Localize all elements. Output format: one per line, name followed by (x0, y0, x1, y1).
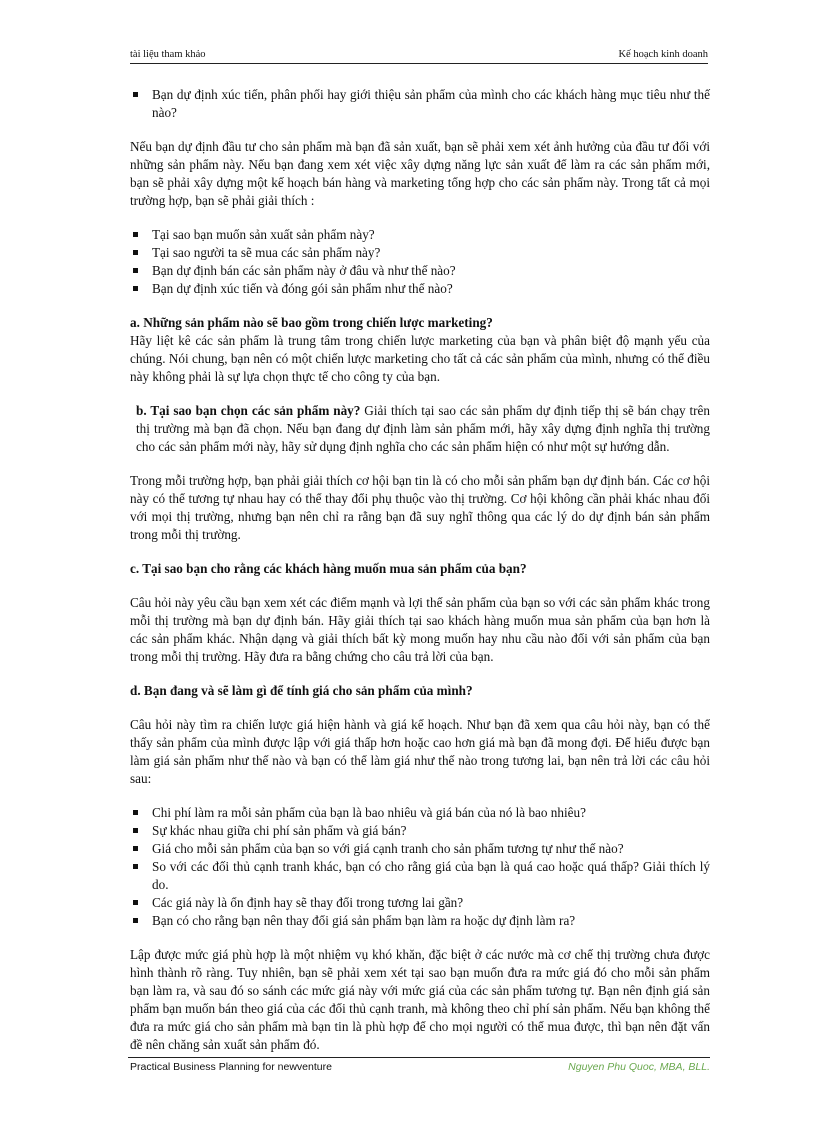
section-a-heading: a. Những sản phẩm nào sẽ bao gồm trong chiến lược marketing? (130, 315, 493, 330)
list-item: Bạn dự định bán các sản phẩm này ở đâu và như thế nào? (130, 262, 710, 280)
section-d-heading: d. Bạn đang và sẽ làm gì để tính giá cho sản phẩm của mình? (130, 683, 473, 698)
list-item: Bạn dự định xúc tiến, phân phối hay giới thiệu sản phẩm của mình cho các khách hàng mục tiêu như thế nào? (130, 86, 710, 122)
footer-left-text: Practical Business Planning for newventure (130, 1061, 332, 1073)
list-item: Các giá này là ổn định hay sẽ thay đổi trong tương lai gần? (130, 894, 710, 912)
page-header (130, 47, 708, 64)
bullet-icon (133, 918, 138, 923)
list-item: Chi phí làm ra mỗi sản phẩm của bạn là bao nhiêu và giá bán của nó là bao nhiêu? (130, 804, 710, 822)
section-c-text: Câu hỏi này yêu cầu bạn xem xét các điểm mạnh và lợi thế sản phẩm của bạn so với các sản phẩm khác trong mỗi thị trường mà bạn dự định bán. Hãy giải thích tại sao khách hàng muốn mua sản phẩm của bạn hơn là các sản phẩm khác. Nhận dạng và giải thích bất kỳ mong muốn hay nhu cầu nào đối với sản phẩm của bạn trong mỗi thị trường. Hãy đưa ra bằng chứng cho câu trả lời của bạn. (130, 595, 710, 664)
bullet-icon (133, 92, 138, 97)
list-item: Giá cho mỗi sản phẩm của bạn so với giá cạnh tranh cho sản phẩm tương tự như thế nào? (130, 840, 710, 858)
header-left-text: tài liệu tham khảo (130, 49, 206, 60)
paragraph: Lập được mức giá phù hợp là một nhiệm vụ khó khăn, đặc biệt ở các nước mà cơ chế thị trường chưa được hình thành rõ ràng. Tuy nhiên, bạn sẽ phải xem xét tại sao bạn muốn đưa ra mức giá đó cho mỗi sản phẩm bạn làm ra, và sau đó so sánh các mức giá này với mức giá của các sản phẩm tương tự. Bạn nên định giá sản phẩm bạn muốn bán theo giá của các đối thủ cạnh tranh, mà không theo chỉ phí sản phẩm. Nếu bạn không thể đưa ra mức giá cho sản phẩm mà bạn tin là phù hợp để cho mọi người có thể mua được, thì bạn nên đặt vấn đề nên chăng sản xuất sản phẩm đó. (130, 947, 710, 1052)
section-b-heading: b. Tại sao bạn chọn các sản phẩm này? (136, 403, 361, 418)
list-item: Tại sao bạn muốn sản xuất sản phẩm này? (130, 226, 710, 244)
bullet-icon (133, 268, 138, 273)
bullet-icon (133, 864, 138, 869)
section-b-paragraph (130, 402, 710, 456)
bullet-icon (133, 828, 138, 833)
list-item: So với các đối thủ cạnh tranh khác, bạn có cho rằng giá của bạn là quá cao hoặc quá thấp? Giải thích lý do. (130, 858, 710, 894)
page-footer (128, 1057, 710, 1073)
bullet-icon (133, 810, 138, 815)
bullet-icon (133, 232, 138, 237)
list-item: Bạn có cho rằng bạn nên thay đổi giá sản phẩm bạn làm ra hoặc dự định làm ra? (130, 912, 710, 930)
list-item: Tại sao người ta sẽ mua các sản phẩm này? (130, 244, 710, 262)
section-d-text: Câu hỏi này tìm ra chiến lược giá hiện hành và giá kế hoạch. Như bạn đã xem qua câu hỏi này, bạn có thể thấy sản phẩm của mình được lập với giá thấp hơn hoặc cao hơn giá mà bạn đã mong đợi. Để hiểu được bạn làm giá sản phẩm như thế nào và bạn có thể làm giá như thế nào trong tương lai, bạn nên trả lời các câu hỏi sau: (130, 717, 710, 786)
bullet-list-why (130, 226, 710, 298)
section-c-heading: c. Tại sao bạn cho rằng các khách hàng muốn mua sản phẩm của bạn? (130, 561, 527, 576)
list-item: Bạn dự định xúc tiến và đóng gói sản phẩm như thế nào? (130, 280, 710, 298)
paragraph: Trong mỗi trường hợp, bạn phải giải thích cơ hội bạn tin là có cho mỗi sản phẩm bạn dự định bán. Các cơ hội này có thể tương tự nhau hay có thể thay đổi phụ thuộc vào thị trường. Cơ hội không cần phải khác nhau đối với mọi thị trường, nhưng bạn nên chỉ ra rằng bạn đã suy nghĩ thông qua các lý do dự định bán sản phẩm trong mỗi thị trường. (130, 473, 710, 542)
bullet-icon (133, 900, 138, 905)
section-b-text: Giải thích tại sao các sản phẩm dự định tiếp thị sẽ bán chạy trên thị trường mà bạn đã chọn. Nếu bạn đang dự định làm sản phẩm mới, hãy xây dựng định nghĩa thị trường cho các sản phẩm mới này, hãy sử dụng định nghĩa cho các sản phẩm hiện có như một sự hướng dẫn. (136, 403, 711, 454)
bullet-icon (133, 846, 138, 851)
paragraph: Nếu bạn dự định đầu tư cho sản phẩm mà bạn đã sản xuất, bạn sẽ phải xem xét ảnh hưởng của đầu tư đối với những sản phẩm này. Nếu bạn đang xem xét việc xây dựng năng lực sản xuất để làm ra các sản phẩm mới, bạn sẽ phải xây dựng một kế hoạch bán hàng và marketing tổng hợp cho các sản phẩm này. Trong tất cả mọi trường hợp, bạn sẽ phải giải thích : (130, 139, 710, 208)
document-body (130, 86, 710, 1070)
bullet-icon (133, 250, 138, 255)
footer-right-text: Nguyen Phu Quoc, MBA, BLL. (568, 1061, 710, 1073)
bullet-icon (133, 286, 138, 291)
bullet-list-top (130, 86, 710, 122)
bullet-list-price (130, 804, 710, 930)
section-a-text: Hãy liệt kê các sản phẩm là trung tâm trong chiến lược marketing của bạn và phân biệt độ mạnh yếu của chúng. Nói chung, bạn nên có một chiến lược marketing cho tất cả các sản phẩm của mình, nhưng có thể điều này không phải là sự lựa chọn thực tế cho công ty của bạn. (130, 333, 710, 384)
header-right-text: Kế hoạch kinh doanh (618, 49, 708, 60)
list-item: Sự khác nhau giữa chi phí sản phẩm và giá bán? (130, 822, 710, 840)
